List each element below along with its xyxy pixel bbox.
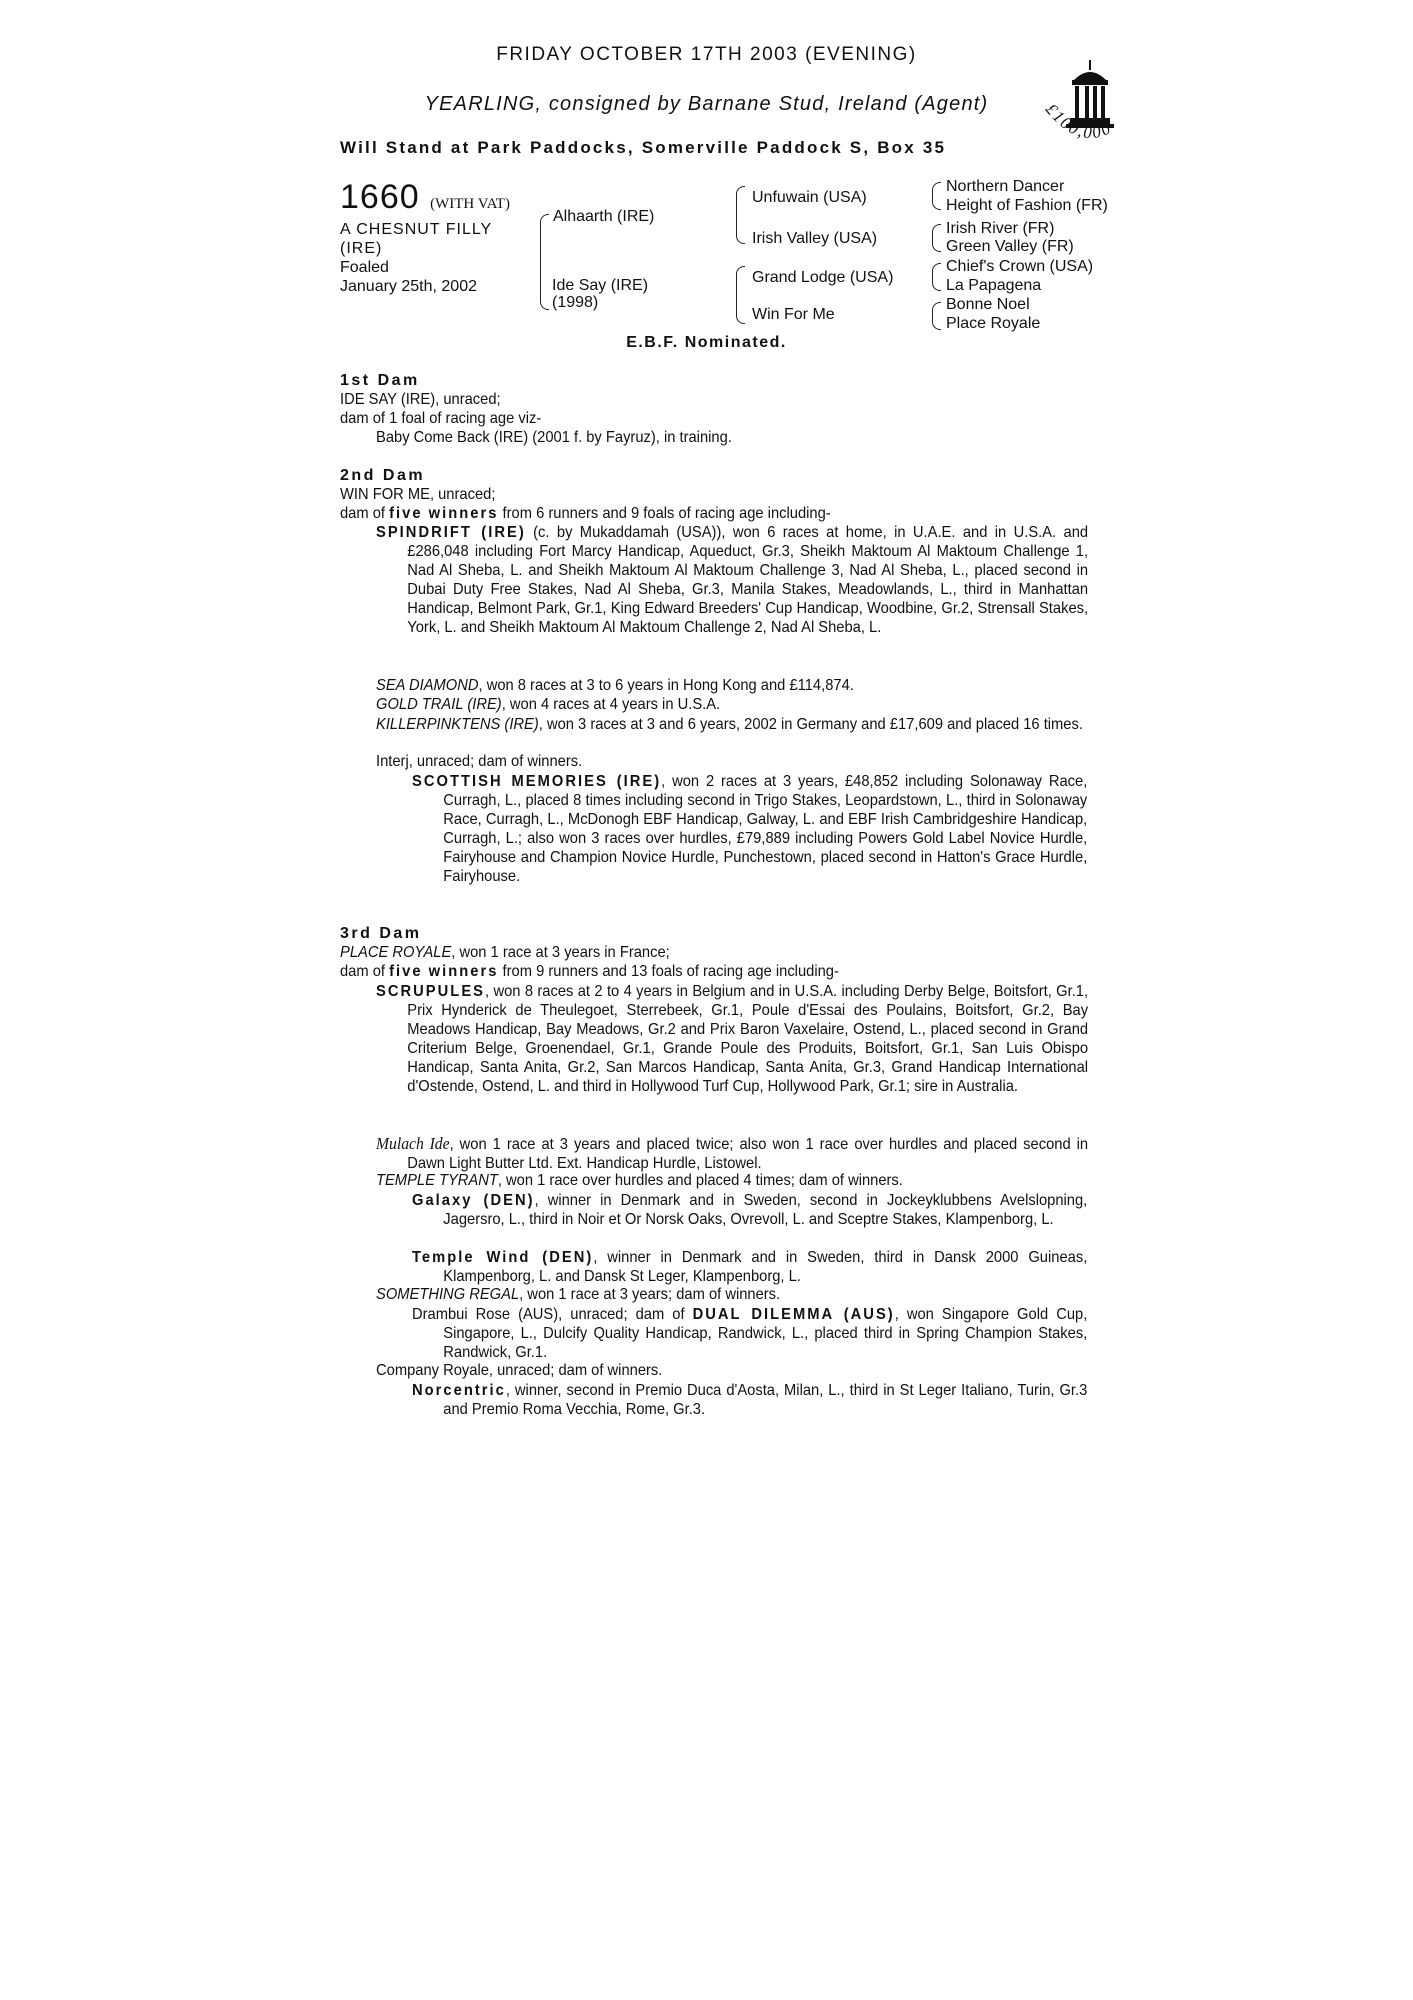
- grand-7: Bonne Noel: [946, 296, 1030, 313]
- produce-entry-scottish-memories: SCOTTISH MEMORIES (IRE), won 2 races at 3 years, £48,852 including Solonaway Race, Curragh, L., placed 8 times including second in Trigo Stakes, Leopardstown, L., third in Solonaway Race, Curragh, L., McDonogh EBF Handicap, Galway, L. and EBF Irish Cambridgeshire Handicap, Curragh, L.; also won 3 races over hurdles, £79,889 including Powers Gold Label Novice Hurdle, Fairyhouse and Champion Novice Hurdle, Punchestown, placed second in Hatton's Grace Hurdle, Fairyhouse.: [412, 773, 1088, 885]
- produce-entry-temple-tyrant: TEMPLE TYRANT, won 1 race over hurdles and placed 4 times; dam of winners.: [376, 1172, 903, 1189]
- lot-number: 1660: [340, 178, 420, 216]
- pedigree-brace: [540, 214, 549, 310]
- first-dam-heading: 1st Dam: [340, 372, 420, 389]
- lot-description-2: (IRE): [340, 240, 383, 257]
- grand-5: Chief's Crown (USA): [946, 258, 1094, 275]
- produce-entry-killerpinktens: KILLERPINKTENS (IRE), won 3 races at 3 and 6 years, 2002 in Germany and £17,609 and placed 16 times.: [376, 716, 1083, 733]
- produce-entry-drambui-rose: Drambui Rose (AUS), unraced; dam of DUAL DILEMMA (AUS), won Singapore Gold Cup, Singapore, L., Dulcify Quality Handicap, Randwick, L., placed third in Spring Champion Stakes, Randwick, Gr.1.: [412, 1306, 1088, 1361]
- produce-entry-mulach-ide: Mulach Ide, won 1 race at 3 years and placed twice; also won 1 race over hurdles and placed second in Dawn Light Butter Ltd. Ext. Handicap Hurdle, Listowel.: [376, 1134, 1089, 1172]
- first-dam-line: dam of 1 foal of racing age viz-: [340, 410, 542, 427]
- pedigree-brace: [736, 186, 745, 244]
- second-dam-line: WIN FOR ME, unraced;: [340, 486, 496, 503]
- dam-year: (1998): [552, 294, 599, 311]
- produce-entry-sea-diamond: SEA DIAMOND, won 8 races at 3 to 6 years in Hong Kong and £114,874.: [376, 677, 854, 694]
- pedigree-brace: [736, 266, 745, 324]
- sire: Alhaarth (IRE): [553, 208, 655, 225]
- produce-entry-temple-wind: Temple Wind (DEN), winner in Denmark and in Sweden, third in Dansk 2000 Guineas, Klampenborg, L. and Dansk St Leger, Klampenborg, L.: [412, 1249, 1088, 1285]
- svg-text:£100,000: £100,000: [1041, 99, 1116, 143]
- first-dam-line: IDE SAY (IRE), unraced;: [340, 391, 501, 408]
- dam-dam: Win For Me: [752, 306, 835, 323]
- grand-3: Irish River (FR): [946, 220, 1055, 237]
- sire-sire: Unfuwain (USA): [752, 189, 867, 206]
- consignment-line: YEARLING, consigned by Barnane Stud, Ireland (Agent): [424, 93, 989, 115]
- sale-date: FRIDAY OCTOBER 17TH 2003 (EVENING): [496, 44, 917, 65]
- pedigree-brace: [932, 182, 941, 210]
- grand-4: Green Valley (FR): [946, 238, 1074, 255]
- produce-entry-galaxy: Galaxy (DEN), winner in Denmark and in Sweden, second in Jockeyklubbens Avelslopning, Jagersro, L., third in Noir et Or Norsk Oaks, Ovrevoll, L. and Sceptre Stakes, Klampenborg, L.: [412, 1192, 1088, 1228]
- produce-entry-spindrift: SPINDRIFT (IRE) (c. by Mukaddamah (USA)), won 6 races at home, in U.A.E. and in U.S.A. and £286,048 including Fort Marcy Handicap, Aqueduct, Gr.3, Sheikh Maktoum Al Maktoum Challenge 1, Nad Al Sheba, L. and Sheikh Maktoum Al Maktoum Challenge 3, Nad Al Sheba, L., placed second in Dubai Duty Free Stakes, Nad Al Sheba, Gr.3, Manila Stakes, Meadowlands, L., third in Manhattan Handicap, Belmont Park, Gr.1, King Edward Breeders' Cup Handicap, Woodbine, Gr.2, Strensall Stakes, York, L. and Sheikh Maktoum Al Maktoum Challenge 2, Nad Al Sheba, L.: [376, 524, 1089, 636]
- produce-entry-scrupules: SCRUPULES, won 8 races at 2 to 4 years in Belgium and in U.S.A. including Derby Belge, Boitsfort, Gr.1, Prix Hynderick de Theulegoet, Sterrebeek, Gr.1, Poule d'Essai des Poulains, Boitsfort, Gr.2, Bay Meadows Handicap, Bay Meadows, Gr.2 and Prix Baron Vaxelaire, Ostend, L., placed second in Grand Criterium Belge, Groenendael, Gr.1, Grande Poule des Produits, Boitsfort, Gr.1, San Luis Obispo Handicap, Santa Anita, Gr.2, San Marcos Handicap, Santa Anita, Gr.3, Grand Handicap International d'Ostende, Ostend, L. and third in Hollywood Turf Cup, Hollywood Park, Gr.1; sire in Australia.: [376, 983, 1089, 1095]
- dam: Ide Say (IRE): [552, 277, 649, 294]
- sire-dam: Irish Valley (USA): [752, 230, 878, 247]
- ebf-note: E.B.F. Nominated.: [626, 334, 787, 351]
- produce-entry-interj: Interj, unraced; dam of winners.: [376, 753, 583, 770]
- pedigree-brace: [932, 224, 941, 252]
- pedigree-brace: [932, 263, 941, 291]
- third-dam-summary: dam of five winners from 9 runners and 13 foals of racing age including-: [340, 963, 839, 980]
- grand-2: Height of Fashion (FR): [946, 197, 1108, 214]
- first-dam-produce: Baby Come Back (IRE) (2001 f. by Fayruz), in training.: [376, 429, 732, 446]
- pedigree-brace: [932, 302, 941, 330]
- foaled-date: January 25th, 2002: [340, 278, 477, 295]
- produce-entry-norcentric: Norcentric, winner, second in Premio Duca d'Aosta, Milan, L., third in St Leger Italiano, Turin, Gr.3 and Premio Roma Vecchia, Rome, Gr.3.: [412, 1382, 1088, 1418]
- third-dam-heading: 3rd Dam: [340, 925, 422, 942]
- lot-description-1: A CHESNUT FILLY: [340, 221, 493, 238]
- logo-text-arc: [1030, 58, 1150, 163]
- second-dam-heading: 2nd Dam: [340, 467, 426, 484]
- third-dam-line: PLACE ROYALE, won 1 race at 3 years in France;: [340, 944, 670, 961]
- produce-entry-gold-trail: GOLD TRAIL (IRE), won 4 races at 4 years in U.S.A.: [376, 696, 721, 713]
- foaled-label: Foaled: [340, 259, 389, 276]
- stand-location: Will Stand at Park Paddocks, Somerville Paddock S, Box 35: [340, 138, 947, 157]
- grand-8: Place Royale: [946, 315, 1041, 332]
- produce-entry-company-royale: Company Royale, unraced; dam of winners.: [376, 1362, 663, 1379]
- lot-number-block: [340, 178, 510, 217]
- dam-sire: Grand Lodge (USA): [752, 269, 894, 286]
- grand-1: Northern Dancer: [946, 178, 1065, 195]
- second-dam-summary: dam of five winners from 6 runners and 9 foals of racing age including-: [340, 505, 831, 522]
- auction-logo: [1030, 58, 1150, 163]
- grand-6: La Papagena: [946, 277, 1042, 294]
- vat-note: (WITH VAT): [430, 196, 510, 212]
- produce-entry-something-regal: SOMETHING REGAL, won 1 race at 3 years; dam of winners.: [376, 1286, 781, 1303]
